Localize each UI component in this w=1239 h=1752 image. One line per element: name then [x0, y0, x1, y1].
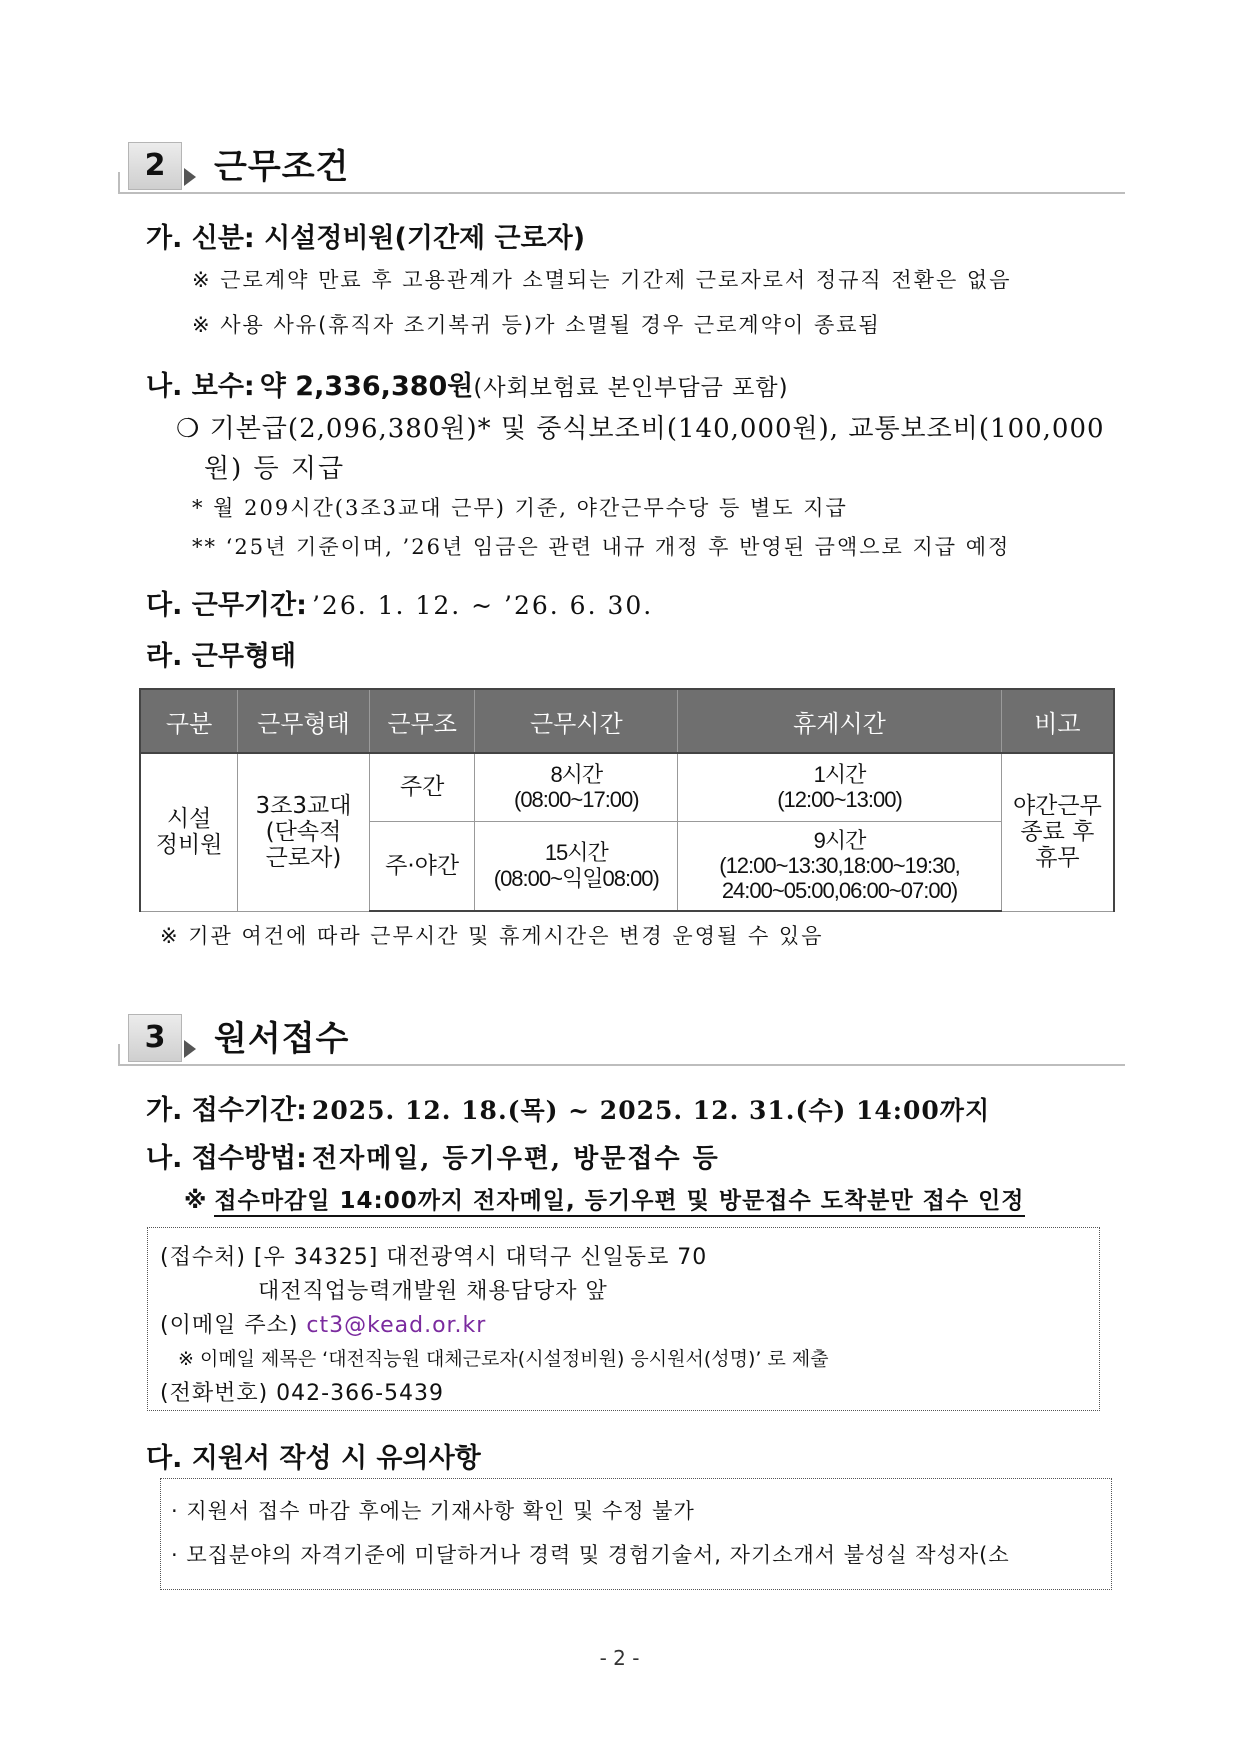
cell-work-form: 3조3교대 (단속적 근로자)	[238, 753, 370, 911]
cell-work-hours: 8시간 (08:00~17:00)	[475, 753, 678, 821]
email-label: (이메일 주소)	[160, 1313, 299, 1338]
pay-bullet-line-1: ❍ 기본급(2,096,380원)* 및 중식보조비(140,000원), 교통보조비(100,000	[176, 414, 1105, 444]
header-shift: 근무조	[369, 689, 475, 753]
triangle-arrow-icon	[184, 168, 196, 186]
item-value: 약 2,336,380원	[259, 371, 474, 402]
item-na-application-method	[146, 1136, 720, 1175]
reference-mark: ※	[184, 1188, 207, 1214]
cell-category: 시설 정비원	[140, 753, 238, 911]
item-value: 전자메일, 등기우편, 방문접수 등	[311, 1144, 720, 1174]
item-ga-status	[146, 216, 585, 255]
item-da-period	[146, 583, 653, 622]
cell-remark: 야간근무 종료 후 휴무	[1001, 753, 1114, 911]
pay-bullet-line-2: 원) 등 지급	[204, 454, 346, 484]
item-value: ’26. 1. 12. ~ ’26. 6. 30.	[311, 591, 654, 620]
cell-rest-hours: 1시간 (12:00~13:00)	[678, 753, 1002, 821]
contact-info-box	[147, 1227, 1100, 1411]
header-work-form: 근무형태	[238, 689, 370, 753]
heading-rule-tick	[118, 172, 120, 194]
work-schedule-table	[139, 688, 1115, 912]
item-ga-application-period	[146, 1088, 990, 1127]
heading-rule-tick	[118, 1044, 120, 1066]
table-row	[140, 753, 1114, 821]
deadline-note	[184, 1182, 1025, 1215]
header-rest-hours: 휴게시간	[678, 689, 1002, 753]
address-line: (접수처) [우 34325] 대전광역시 대덕구 신일동로 70	[160, 1245, 708, 1270]
section-title: 근무조건	[214, 147, 350, 187]
cell-work-hours: 15시간 (08:00~익일08:00)	[475, 821, 678, 911]
table-footnote: ※ 기관 여건에 따라 근무시간 및 휴게시간은 변경 운영될 수 있음	[160, 924, 824, 948]
item-da-notes: 다. 지원서 작성 시 유의사항	[146, 1443, 481, 1474]
item-label: 나. 보수:	[146, 371, 255, 402]
heading-rule	[118, 192, 1125, 194]
email-subject-note: ※ 이메일 제목은 ‘대전직능원 대체근로자(시설정비원) 응시원서(성명)’ 로 제출	[178, 1348, 829, 1370]
precaution-item: · 지원서 접수 마감 후에는 기재사항 확인 및 수정 불가	[171, 1499, 695, 1523]
pay-note-2: ** ‘25년 기준이며, ’26년 임금은 관련 내규 개정 후 반영된 금액으로 지급 예정	[192, 535, 1011, 559]
item-label: 가. 신분:	[146, 223, 255, 254]
header-work-hours: 근무시간	[475, 689, 678, 753]
item-value: 2025. 12. 18.(목) ~ 2025. 12. 31.(수) 14:00까지	[311, 1096, 991, 1125]
phone-line: (전화번호) 042-366-5439	[160, 1381, 445, 1406]
status-note-1: ※ 근로계약 만료 후 고용관계가 소멸되는 기간제 근로자로서 정규직 전환은 없음	[192, 268, 1012, 292]
item-ra-work-form: 라. 근무형태	[146, 641, 297, 672]
section-title: 원서접수	[214, 1019, 350, 1059]
item-suffix: (사회보험료 본인부담금 포함)	[473, 375, 789, 401]
item-value: 시설정비원(기간제 근로자)	[264, 223, 586, 254]
heading-rule	[118, 1064, 1125, 1066]
email-link[interactable]: ct3@kead.or.kr	[306, 1313, 487, 1338]
item-label: 나. 접수방법:	[146, 1143, 307, 1174]
recipient-line: 대전직업능력개발원 채용담당자 앞	[258, 1279, 608, 1304]
table-header-row	[140, 689, 1114, 753]
section-3-heading	[118, 1006, 1125, 1066]
cell-shift: 주·야간	[369, 821, 475, 911]
item-label: 다. 근무기간:	[146, 590, 307, 621]
email-line	[160, 1308, 486, 1339]
precautions-box	[160, 1478, 1112, 1590]
section-number-badge: 3	[128, 1014, 182, 1062]
pay-note-1: * 월 209시간(3조3교대 근무) 기준, 야간근무수당 등 별도 지급	[192, 496, 848, 520]
deadline-note-text: 접수마감일 14:00까지 전자메일, 등기우편 및 방문접수 도착분만 접수 인정	[214, 1188, 1024, 1217]
header-remark: 비고	[1001, 689, 1114, 753]
item-na-pay	[146, 364, 789, 403]
status-note-2: ※ 사용 사유(휴직자 조기복귀 등)가 소멸될 경우 근로계약이 종료됨	[192, 313, 881, 337]
cell-rest-hours: 9시간 (12:00~13:30,18:00~19:30, 24:00~05:00,06:00~07:00)	[678, 821, 1002, 911]
page-number: - 2 -	[599, 1646, 640, 1670]
item-label: 가. 접수기간:	[146, 1095, 307, 1126]
cell-shift: 주간	[369, 753, 475, 821]
header-category: 구분	[140, 689, 238, 753]
precaution-item: · 모집분야의 자격기준에 미달하거나 경력 및 경험기술서, 자기소개서 불성실 작성자(소	[171, 1543, 1010, 1567]
section-2-heading	[118, 134, 1125, 194]
triangle-arrow-icon	[184, 1040, 196, 1058]
section-number-badge: 2	[128, 142, 182, 190]
